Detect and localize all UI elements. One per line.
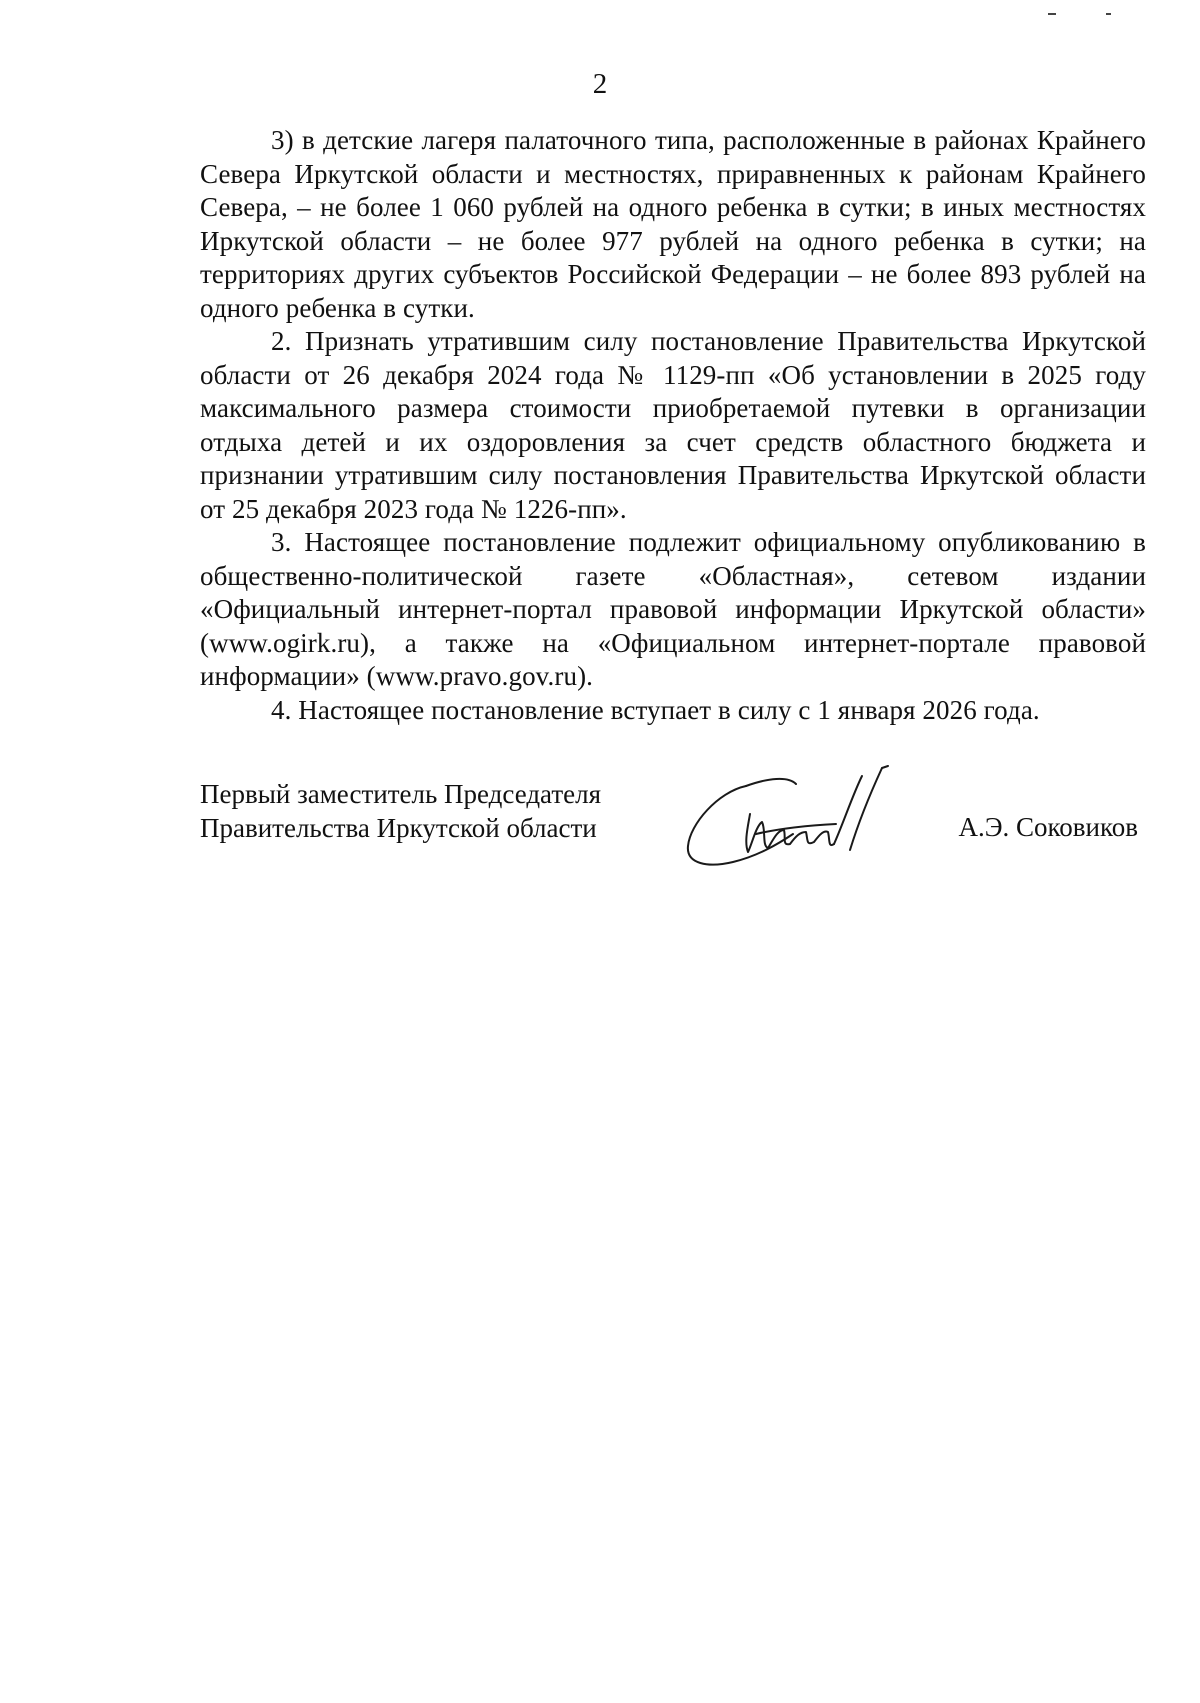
paragraph-clause-3: 3. Настоящее постановление подлежит официальному опубликованию в общественно-политической газете «Областная», сетевом издании «Официальный интернет-портал правовой информации Иркутской области» (www.ogirk.ru), а также на «Официальном интернет-портале правовой информации» (www.pravo.gov.ru). <box>200 527 1146 691</box>
signer-position <box>200 778 660 845</box>
scan-artifact-mark <box>1048 13 1056 15</box>
signer-name: А.Э. Соковиков <box>958 812 1138 842</box>
paragraph-clause-2: 2. Признать утратившим силу постановление Правительства Иркутской области от 26 декабря 2024 года № 1129-пп «Об установлении в 2025 году максимального размера стоимости приобретаемой путевки в организации отдыха детей и их оздоровления за счет средств областного бюджета и признании утратившим силу постановления Правительства Иркутской области от 25 декабря 2023 года № 1226-пп». <box>200 326 1146 524</box>
signer-position-line-2: Правительства Иркутской области <box>200 812 597 843</box>
signature-block <box>200 778 1146 898</box>
signer-position-line-1: Первый заместитель Председателя <box>200 779 602 809</box>
scan-artifact-mark <box>1106 13 1111 15</box>
handwritten-signature-icon <box>678 764 918 874</box>
document-body <box>200 124 1146 727</box>
paragraph-clause-4: 4. Настоящее постановление вступает в силу с 1 января 2026 года. <box>271 694 1040 725</box>
paragraph-item-3: 3) в детские лагеря палаточного типа, расположенные в районах Крайнего Севера Иркутской области и местностях, приравненных к районам Крайнего Севера, – не более 1 060 рублей на одного ребенка в сутки; в иных местностях Иркутской области – не более 977 рублей на одного ребенка в сутки; на территориях других субъектов Российской Федерации – не более 893 рублей на одного ребенка в сутки. <box>200 125 1146 323</box>
page-number: 2 <box>592 68 608 100</box>
